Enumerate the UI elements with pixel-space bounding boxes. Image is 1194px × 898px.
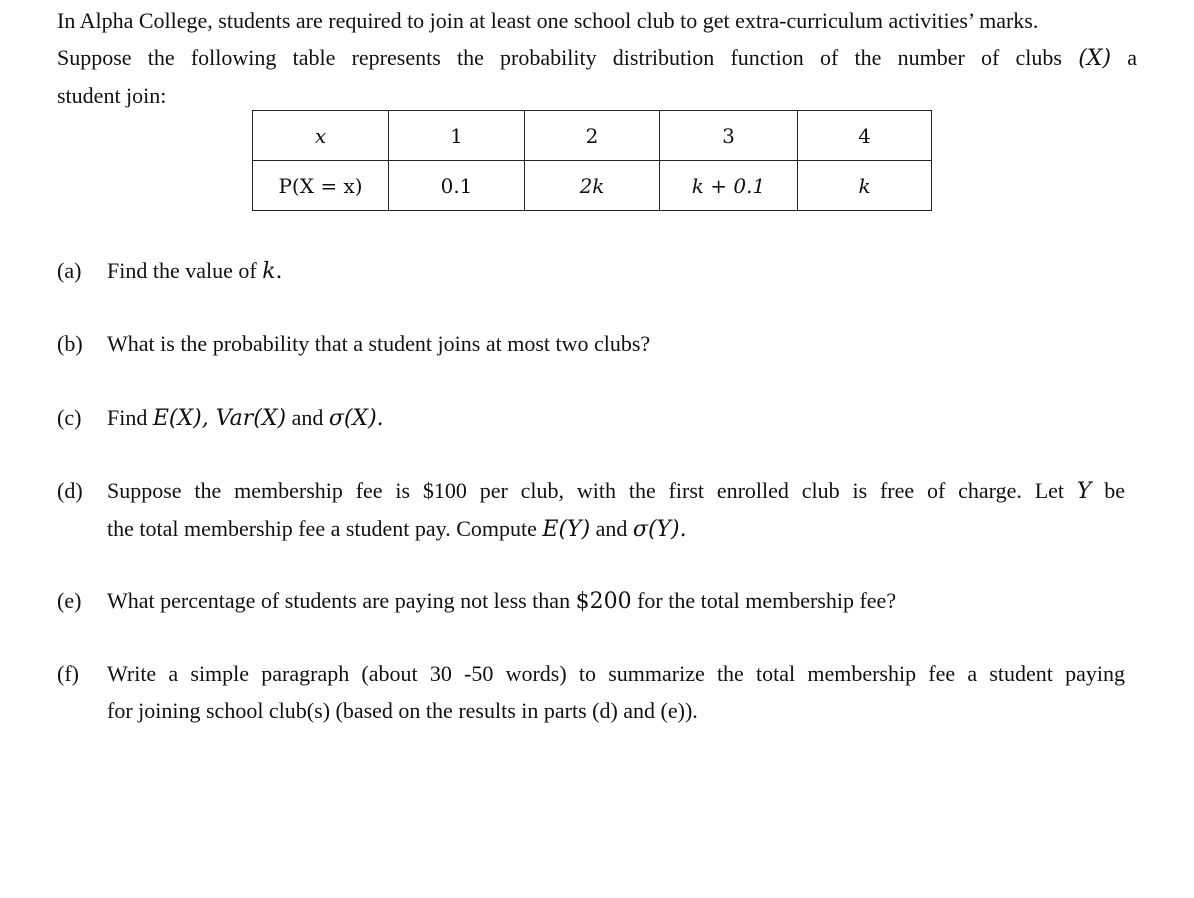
question-label: (a) — [57, 258, 82, 283]
table-cell: 2k — [525, 161, 660, 211]
question-d — [57, 472, 1125, 548]
table-cell: 0.1 — [389, 161, 525, 211]
table-header-row — [253, 111, 932, 161]
question-e — [57, 582, 1125, 620]
table-cell: P(X = x) — [253, 161, 389, 211]
table-cell: 3 — [660, 111, 798, 161]
question-d-var-y: Y — [1076, 479, 1092, 504]
question-d-line-2-text: the total membership fee a student pay. Compute — [107, 516, 537, 541]
table-probability-row — [253, 161, 932, 211]
question-d-line-1-end: be — [1104, 478, 1126, 503]
intro-line-3: student join: — [57, 83, 167, 108]
table-cell: k — [798, 161, 932, 211]
question-c-t2: and — [291, 405, 324, 430]
table-cell: 1 — [389, 111, 525, 161]
question-label: (f) — [57, 661, 79, 686]
table-cell: 4 — [798, 111, 932, 161]
question-label: (b) — [57, 331, 83, 356]
question-c-t1: Find — [107, 405, 148, 430]
intro-line-2 — [57, 39, 1137, 77]
table-cell: x — [253, 111, 389, 161]
question-text: What is the probability that a student joins at most two clubs? — [107, 331, 651, 356]
question-text — [107, 655, 1125, 729]
question-d-line-1-text: Suppose the membership fee is $100 per club, with the first enrolled club is free of charge. Let — [107, 478, 1065, 503]
problem-intro — [57, 2, 1137, 114]
question-a-end: . — [275, 259, 283, 284]
question-d-line-1 — [107, 472, 1125, 510]
question-f — [57, 655, 1125, 729]
question-c-m2: σ(X). — [328, 406, 384, 431]
intro-line-1: In Alpha College, students are required to join at least one school club to get extra-curriculum activities’ marks. — [57, 8, 1039, 33]
question-label: (e) — [57, 588, 82, 613]
intro-variable-x: (X) — [1078, 46, 1112, 71]
question-label: (d) — [57, 478, 83, 503]
question-c — [57, 399, 1125, 437]
question-d-ey: E(Y) — [542, 517, 591, 542]
question-e-t2: for the total membership fee? — [637, 588, 897, 613]
question-text — [107, 582, 1125, 620]
intro-line-2-text: Suppose the following table represents the probability distribution function of the number of clubs — [57, 45, 1062, 70]
probability-distribution-table — [252, 110, 932, 211]
question-a-text: Find the value of — [107, 258, 257, 283]
question-b — [57, 325, 1125, 362]
question-a-math: k — [262, 259, 276, 284]
table-cell: 2 — [525, 111, 660, 161]
question-f-line-2: for joining school club(s) (based on the results in parts (d) and (e)). — [107, 698, 698, 723]
question-label: (c) — [57, 405, 82, 430]
question-d-and: and — [595, 516, 628, 541]
question-e-amount: $200 — [575, 589, 632, 614]
question-e-t1: What percentage of students are paying not less than — [107, 588, 571, 613]
question-d-line-2 — [107, 516, 687, 541]
question-d-sigma-y: σ(Y). — [632, 517, 687, 542]
question-f-line-1: Write a simple paragraph (about 30 -50 words) to summarize the total membership fee a student paying — [107, 661, 1125, 686]
question-c-m1: E(X), Var(X) — [152, 406, 287, 431]
question-a — [57, 252, 1125, 290]
question-text — [107, 472, 1125, 548]
question-text — [107, 252, 1125, 290]
table-cell: k + 0.1 — [660, 161, 798, 211]
question-text — [107, 399, 1125, 437]
intro-line-2-end: a — [1127, 45, 1138, 70]
